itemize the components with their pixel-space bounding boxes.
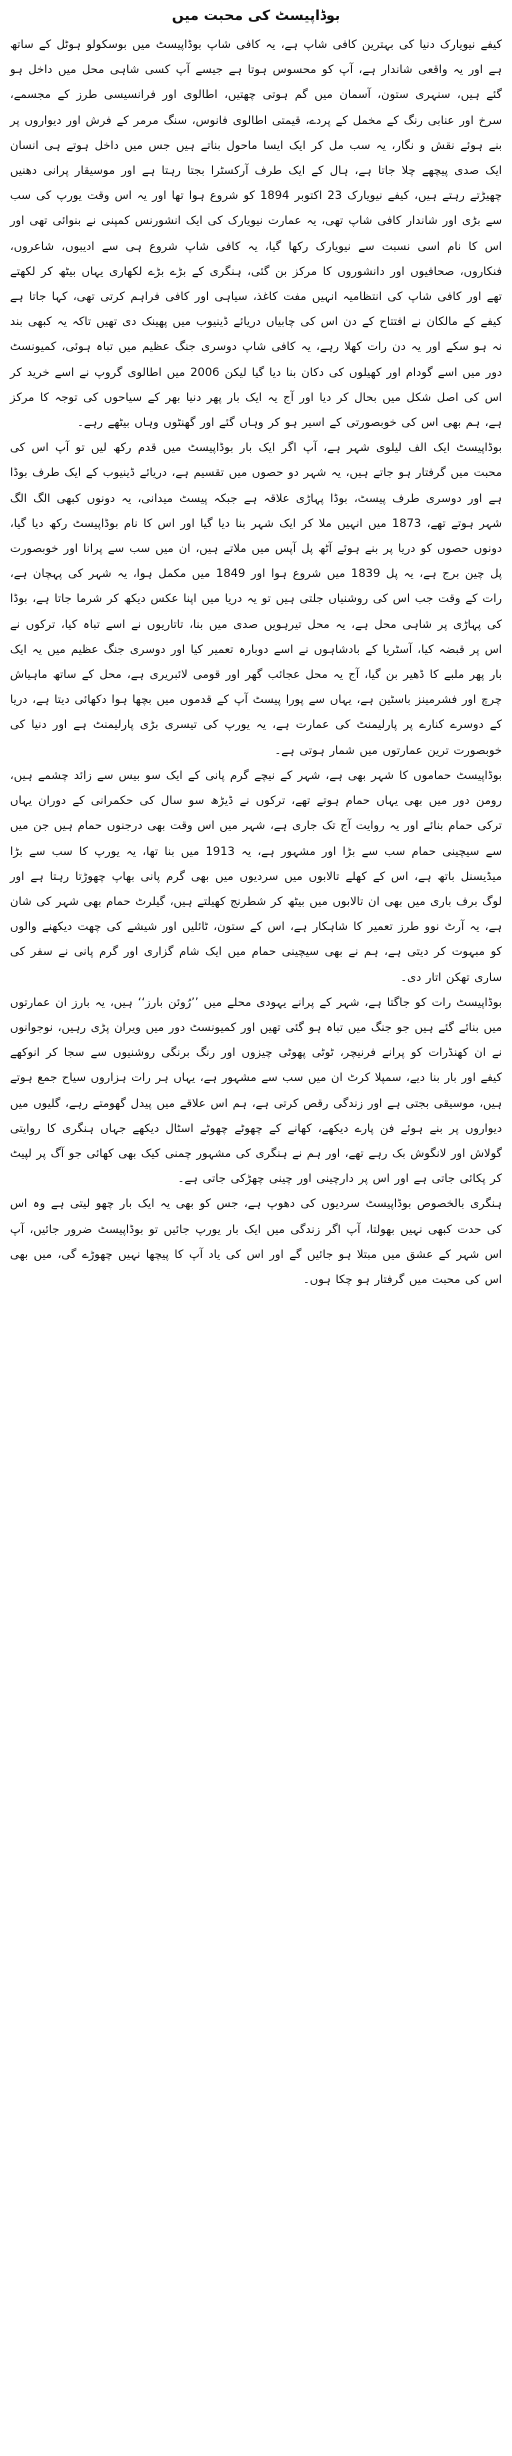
article-paragraph-5: ہنگری بالخصوص بوڈاپیسٹ سردیوں کی دھوپ ہے، جس کو بھی یہ ایک بار چھو لیتی ہے وہ اس کی حدت کبھی نہیں بھولتا، آپ اگر زندگی میں ایک بار یورپ جائیں تو بوڈاپیسٹ ضرور جائیں، آپ اس شہر کے عشق میں مبتلا ہو جائیں گے اور اس کی یاد آپ کا پیچھا نہیں چھوڑے گی، میں بھی اس کی محبت میں گرفتار ہو چکا ہوں۔ [10,1196,502,1286]
article-paragraph-1: کیفے نیویارک دنیا کی بہترین کافی شاپ ہے، یہ کافی شاپ بوڈاپیسٹ میں بوسکولو ہوٹل کے ساتھ ہے اور یہ واقعی شاندار ہے، آپ کو محسوس ہوتا ہے جیسے آپ کسی شاہی محل میں داخل ہو گئے ہیں، سنہری ستون، آسمان میں گم ہوتی چھتیں، اطالوی اور فرانسیسی طرز کے مجسمے، سرخ اور عنابی رنگ کے مخمل کے پردے، قیمتی اطالوی فانوس، سنگ مرمر کے فرش اور دیواروں پر بنے ہوئے نقش و نگار، یہ سب مل کر ایک ایسا ماحول بناتے ہیں جس میں داخل ہوتے ہی انسان ایک صدی پیچھے چلا جاتا ہے، ہال کے ایک طرف آرکسٹرا بجتا رہتا ہے اور موسیقار پرانی دھنیں چھیڑتے رہتے ہیں، کیفے نیویارک 23 اکتوبر 1894 کو شروع ہوا تھا اور یہ اس وقت یورپ کی سب سے بڑی اور شاندار کافی شاپ تھی، یہ عمارت نیویارک کی ایک انشورنس کمپنی نے بنوائی تھی اور اس کا نام اسی نسبت سے نیویارک رکھا گیا، یہ کافی شاپ شروع ہی سے ادیبوں، شاعروں، فنکاروں، صحافیوں اور دانشوروں کا مرکز بن گئی، ہنگری کے بڑے بڑے لکھاری یہاں بیٹھ کر لکھتے تھے اور کافی شاپ کی انتظامیہ انہیں مفت کاغذ، سیاہی اور کافی فراہم کرتی تھی، کہا جاتا ہے کیفے کے مالکان نے افتتاح کے دن اس کی چابیاں دریائے ڈینیوب میں پھینک دی تھیں تاکہ یہ کبھی بند نہ ہو سکے اور یہ دن رات کھلا رہے، یہ کافی شاپ دوسری جنگ عظیم میں تباہ ہوئی، کمیونسٹ دور میں اسے گودام اور کھیلوں کی دکان بنا دیا گیا لیکن 2006 میں اطالوی گروپ نے اسے خرید کر اس کی اصل شکل میں بحال کر دیا اور آج یہ ایک بار پھر دنیا بھر کے سیاحوں کی توجہ کا مرکز ہے، ہم بھی اس کی خوبصورتی کے اسیر ہو کر وہاں گئے اور گھنٹوں وہاں بیٹھے رہے۔ [10,37,502,430]
article-paragraph-4: بوڈاپیسٹ رات کو جاگتا ہے، شہر کے پرانے یہودی محلے میں ’’رُوئن بارز‘‘ ہیں، یہ بارز ان عمارتوں میں بنائے گئے ہیں جو جنگ میں تباہ ہو گئی تھیں اور کمیونسٹ دور میں ویران پڑی رہیں، نوجوانوں نے ان کھنڈرات کو پرانے فرنیچر، ٹوٹی پھوٹی چیزوں اور رنگ برنگی روشنیوں سے سجا کر انوکھے کیفے اور بار بنا دیے، سمپلا کرٹ ان میں سب سے مشہور ہے، یہاں ہر رات ہزاروں سیاح جمع ہوتے ہیں، موسیقی بجتی ہے اور زندگی رقص کرتی ہے، ہم اس علاقے میں پیدل گھومتے رہے، گلیوں میں دیواروں پر بنے ہوئے فن پارے دیکھے، کھانے کے چھوٹے چھوٹے اسٹال دیکھے جہاں ہنگری کا روایتی گولاش اور لانگوش بک رہے تھے، اور ہم نے ہنگری کی مشہور چمنی کیک بھی کھائی جو آگ پر لپیٹ کر پکائی جاتی ہے اور اس پر دارچینی اور چینی چھڑکی جاتی ہے۔ [10,994,502,1186]
article-paragraph-2: بوڈاپیسٹ ایک الف لیلوی شہر ہے، آپ اگر ایک بار بوڈاپیسٹ میں قدم رکھ لیں تو آپ اس کی محبت میں گرفتار ہو جاتے ہیں، یہ شہر دو حصوں میں تقسیم ہے، دریائے ڈینیوب کے ایک طرف بوڈا ہے اور دوسری طرف پیسٹ، بوڈا پہاڑی علاقہ ہے جبکہ پیسٹ میدانی، یہ دونوں کبھی الگ الگ شہر ہوتے تھے، 1873 میں انہیں ملا کر ایک شہر بنا دیا گیا اور اس کا نام بوڈاپیسٹ رکھ دیا گیا، دونوں حصوں کو دریا پر بنے ہوئے آٹھ پل آپس میں ملاتے ہیں، ان میں سب سے پرانا اور خوبصورت پل چین برج ہے، یہ پل 1839 میں شروع ہوا اور 1849 میں مکمل ہوا، یہ شہر کی پہچان ہے، رات کے وقت جب اس کی روشنیاں جلتی ہیں تو یہ دریا میں اپنا عکس دیکھ کر شرما جاتا ہے، بوڈا کی پہاڑی پر شاہی محل ہے، یہ محل تیرہویں صدی میں بنا، تاتاریوں نے اسے تباہ کیا، ترکوں نے اس پر قبضہ کیا، آسٹریا کے بادشاہوں نے اسے دوبارہ تعمیر کیا اور دوسری جنگ عظیم میں یہ ایک بار پھر ملبے کا ڈھیر بن گیا، آج یہ محل عجائب گھر اور قومی لائبریری ہے، محل کے ساتھ ماہیاش چرچ اور فشرمینز باسٹین ہے، یہاں سے پورا پیسٹ آپ کے قدموں میں بچھا ہوا دکھائی دیتا ہے، دریا کے دوسرے کنارے پر پارلیمنٹ کی عمارت ہے، یہ یورپ کی تیسری بڑی پارلیمنٹ ہے اور دنیا کی خوبصورت ترین عمارتوں میں شمار ہوتی ہے۔ [10,440,503,757]
article-paragraph-3: بوڈاپیسٹ حماموں کا شہر بھی ہے، شہر کے نیچے گرم پانی کے ایک سو بیس سے زائد چشمے ہیں، رومن دور میں بھی یہاں حمام ہوتے تھے، ترکوں نے ڈیڑھ سو سال کی حکمرانی کے دوران یہاں ترکی حمام بنائے اور یہ روایت آج تک جاری ہے، شہر میں اس وقت بھی درجنوں حمام ہیں جن میں سے سیچینی حمام سب سے بڑا اور مشہور ہے، یہ 1913 میں بنا تھا، یہ یورپ کا سب سے بڑا میڈیسنل باتھ ہے، اس کے کھلے تالابوں میں سردیوں میں بھی گرم پانی بھاپ چھوڑتا رہتا ہے اور لوگ برف باری میں بھی ان تالابوں میں بیٹھ کر شطرنج کھیلتے ہیں، گیلرٹ حمام بھی شہر کی شان ہے، یہ آرٹ نوو طرز تعمیر کا شاہکار ہے، اس کے ستون، ٹائلیں اور شیشے کی چھت دیکھنے والوں کو مبہوت کر دیتی ہے، ہم نے بھی سیچینی حمام میں ایک شام گزاری اور گرم پانی نے سفر کی ساری تھکن اتار دی۔ [10,767,502,984]
article-title: بوڈاپیسٹ کی محبت میں [171,8,341,24]
